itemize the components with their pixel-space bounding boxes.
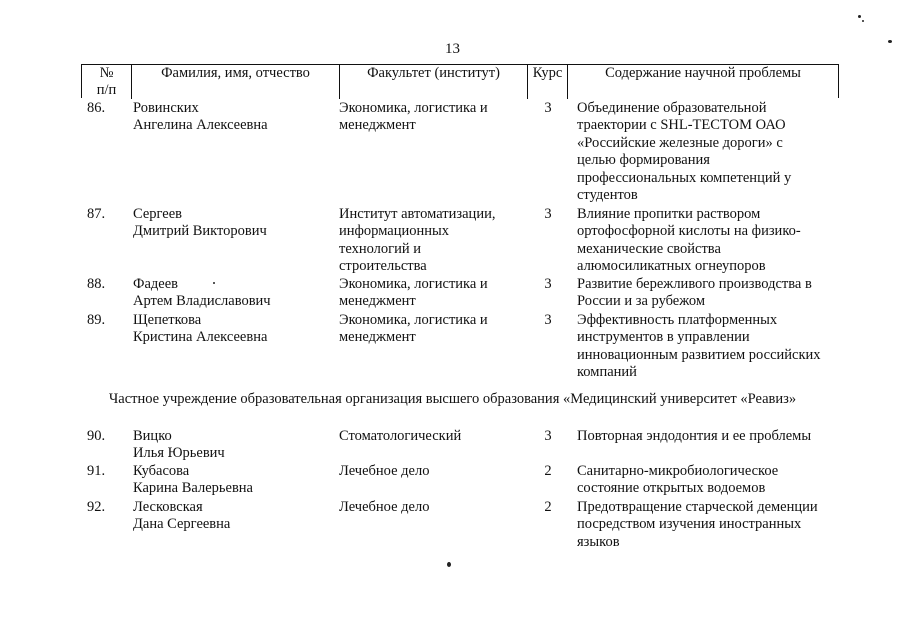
scan-speck xyxy=(447,562,451,567)
header-num: № п/п xyxy=(96,65,117,98)
row-faculty: Лечебное дело xyxy=(339,463,430,479)
scan-speck xyxy=(862,20,864,22)
row-number: 90. xyxy=(87,428,106,444)
row-topic: Объединение образовательной траектории с SHL-ТЕСТОМ ОАО «Российские железные дороги» с целью формирования профессиональных компетенций у студентов xyxy=(577,100,792,204)
row-name: Вицко Илья Юрьевич xyxy=(133,428,225,462)
header-course: Курс xyxy=(527,65,567,99)
row-number: 87. xyxy=(87,206,106,222)
row-faculty: Институт автоматизации, информационных технологий и строительства xyxy=(339,206,496,275)
row-course: 3 xyxy=(544,428,552,444)
row-topic: Повторная эндодонтия и ее проблемы xyxy=(577,428,812,444)
row-faculty: Стоматологический xyxy=(339,428,462,444)
scan-speck xyxy=(213,282,215,284)
row-number: 91. xyxy=(87,463,106,479)
row-course: 3 xyxy=(544,206,552,222)
scan-speck xyxy=(858,15,861,18)
section-heading: Частное учреждение образовательная организация высшего образования «Медицинский университет «Реавиз» xyxy=(108,391,797,407)
page-number: 13 xyxy=(445,41,460,57)
row-number: 88. xyxy=(87,276,106,292)
row-course: 2 xyxy=(544,463,552,479)
row-name: Лесковская Дана Сергеевна xyxy=(133,499,231,533)
row-course: 3 xyxy=(544,100,552,116)
table-header xyxy=(81,64,839,98)
scan-speck xyxy=(888,40,892,43)
row-faculty: Лечебное дело xyxy=(339,499,430,515)
header-topic: Содержание научной проблемы xyxy=(567,65,838,99)
row-topic: Развитие бережливого производства в России и за рубежом xyxy=(577,276,812,310)
row-name: Сергеев Дмитрий Викторович xyxy=(133,206,267,240)
row-course: 3 xyxy=(544,312,552,328)
row-faculty: Экономика, логистика и менеджмент xyxy=(339,312,488,346)
row-topic: Влияние пропитки раствором ортофосфорной кислоты на физико- механические свойства алюмосиликатных огнеупоров xyxy=(577,206,801,275)
row-course: 2 xyxy=(544,499,552,515)
row-topic: Предотвращение старческой деменции посредством изучения иностранных языков xyxy=(577,499,818,550)
row-topic: Эффективность платформенных инструментов в управлении инновационным развитием российских компаний xyxy=(577,312,821,381)
row-course: 3 xyxy=(544,276,552,292)
header-name: Фамилия, имя, отчество xyxy=(131,65,339,99)
row-name: Фадеев Артем Владиславович xyxy=(133,276,271,310)
row-name: Кубасова Карина Валерьевна xyxy=(133,463,253,497)
row-faculty: Экономика, логистика и менеджмент xyxy=(339,100,488,134)
header-faculty: Факультет (институт) xyxy=(339,65,527,99)
row-name: Ровинских Ангелина Алексеевна xyxy=(133,100,268,134)
row-name: Щепеткова Кристина Алексеевна xyxy=(133,312,268,346)
row-number: 92. xyxy=(87,499,106,515)
row-topic: Санитарно-микробиологическое состояние открытых водоемов xyxy=(577,463,779,497)
row-number: 89. xyxy=(87,312,106,328)
row-faculty: Экономика, логистика и менеджмент xyxy=(339,276,488,310)
row-number: 86. xyxy=(87,100,106,116)
